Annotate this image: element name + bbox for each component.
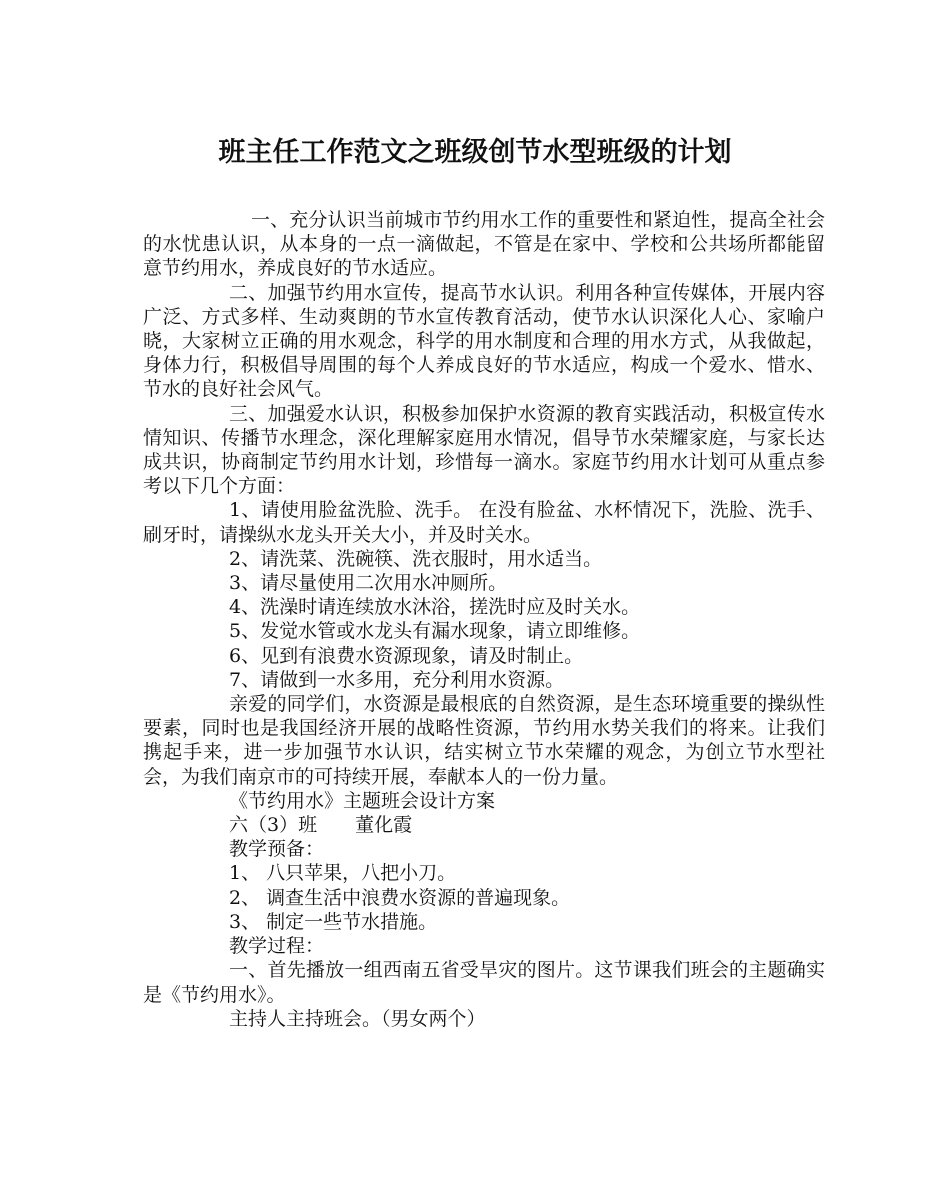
- list-item-6: 6、见到有浪费水资源现象，请及时制止。: [229, 644, 584, 667]
- document-title: 班主任工作范文之班级创节水型班级的计划: [218, 137, 732, 168]
- list-item-3: 3、请尽量使用二次用水冲厕所。: [229, 572, 508, 595]
- host-line: 主持人主持班会。（男女两个）: [229, 1007, 486, 1030]
- preparation-item-1: 1、 八只苹果，八把小刀。: [229, 862, 457, 885]
- class-author-line: 六（3）班 董化霞: [229, 814, 413, 837]
- list-item-7: 7、请做到一水多用，充分利用水资源。: [229, 668, 565, 691]
- document-body: [143, 208, 825, 1031]
- list-item-5: 5、发觉水管或水龙头有漏水现象，请立即维修。: [229, 620, 641, 643]
- list-item-1: 1、请使用脸盆洗脸、洗手。 在没有脸盆、水杯情况下，洗脸、洗手、刷牙时，请操纵水龙头开关大小，并及时关水。: [143, 499, 825, 546]
- preparation-item-3: 3、 制定一些节水措施。: [229, 910, 438, 933]
- list-item-4: 4、洗澡时请连续放水沐浴，搓洗时应及时关水。: [229, 596, 641, 619]
- plan-title: 《节约用水》主题班会设计方案: [229, 789, 496, 812]
- preparation-heading: 教学预备：: [229, 838, 325, 861]
- preparation-item-2: 2、 调查生活中浪费水资源的普遍现象。: [229, 886, 571, 909]
- list-item-2: 2、请洗菜、洗碗筷、洗衣服时，用水适当。: [229, 547, 603, 570]
- process-step-1: 一、首先播放一组西南五省受旱灾的图片。这节课我们班会的主题确实是《节约用水》。: [143, 959, 825, 1006]
- paragraph-section-2: 二、加强节约用水宣传，提高节水认识。利用各种宣传媒体，开展内容广泛、方式多样、生动爽朗的节水宣传教育活动，使节水认识深化人心、家喻户晓，大家树立正确的用水观念，科学的用水制度和合理的用水方式，从我做起，身体力行，积极倡导周围的每个人养成良好的节水适应，构成一个爱水、惜水、节水的良好社会风气。: [143, 281, 825, 401]
- paragraph-appeal: 亲爱的同学们，水资源是最根底的自然资源，是生态环境重要的操纵性要素，同时也是我国经济开展的战略性资源，节约用水势关我们的将来。让我们携起手来，进一步加强节水认识，结实树立节水荣耀的观念，为创立节水型社会，为我们南京市的可持续开展，奉献本人的一份力量。: [143, 693, 825, 788]
- paragraph-section-1: 一、充分认识当前城市节约用水工作的重要性和紧迫性，提高全社会的水忧患认识，从本身的一点一滴做起，不管是在家中、学校和公共场所都能留意节约用水，养成良好的节水适应。: [143, 209, 825, 280]
- paragraph-section-3: 三、加强爱水认识，积极参加保护水资源的教育实践活动，积极宣传水情知识、传播节水理念，深化理解家庭用水情况，倡导节水荣耀家庭，与家长达成共识，协商制定节约用水计划，珍惜每一滴水。家庭节约用水计划可从重点参考以下几个方面：: [143, 402, 825, 498]
- process-heading: 教学过程：: [229, 935, 325, 958]
